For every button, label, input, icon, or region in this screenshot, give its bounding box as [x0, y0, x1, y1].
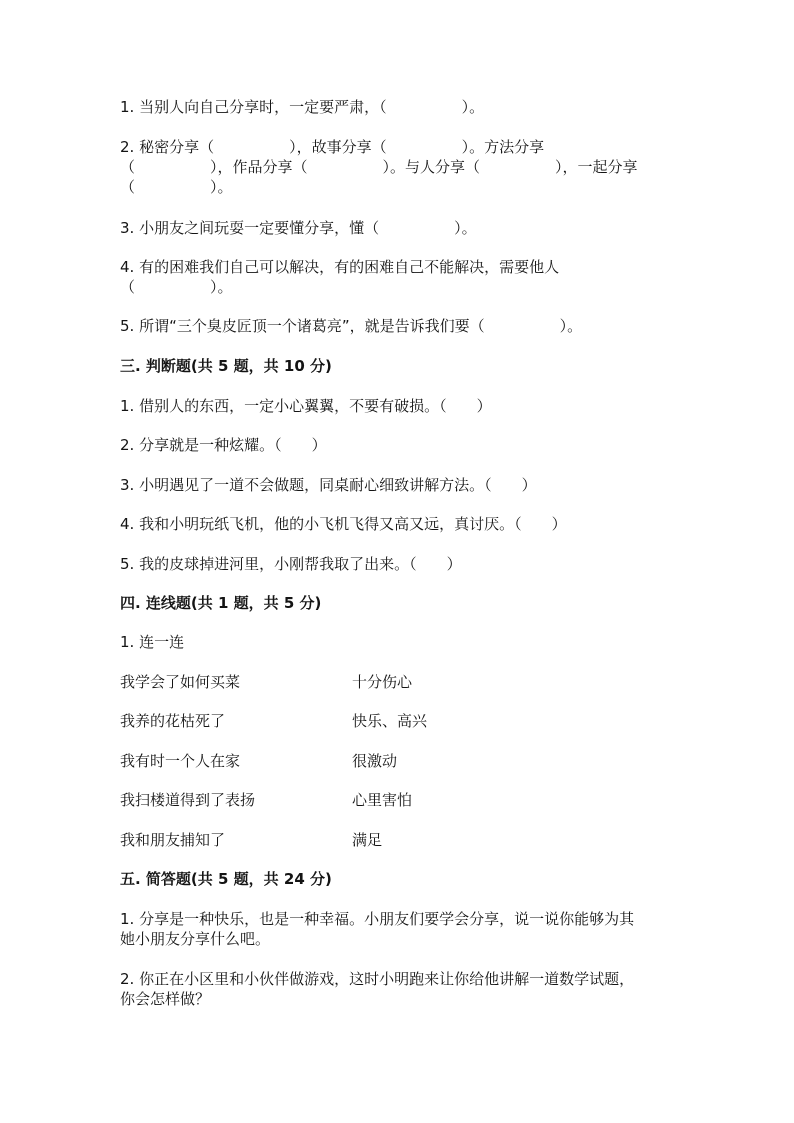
true-false-heading: 三. 判断题(共 5 题，共 10 分) — [120, 357, 332, 375]
sa-q1-line1: 1. 分享是一种快乐，也是一种幸福。小朋友们要学会分享，说一说你能够为其 — [120, 910, 635, 928]
fill-q2-line2: （ ），作品分享（ ）。与人分享（ ），一起分享 — [120, 158, 638, 176]
matching-right-1: 十分伤心 — [352, 673, 413, 691]
fill-q2-line1: 2. 秘密分享（ ），故事分享（ ）。方法分享 — [120, 138, 545, 156]
fill-q1: 1. 当别人向自己分享时，一定要严肃，（ ）。 — [120, 98, 485, 116]
tf-item-3: 3. 小明遇见了一道不会做题，同桌耐心细致讲解方法。（ ） — [120, 476, 537, 494]
matching-left-4: 我扫楼道得到了表扬 — [120, 791, 256, 809]
matching-right-5: 满足 — [352, 831, 383, 849]
matching-question: 1. 连一连 — [120, 633, 185, 651]
fill-q4-line1: 4. 有的困难我们自己可以解决，有的困难自己不能解决，需要他人 — [120, 258, 560, 276]
matching-right-4: 心里害怕 — [352, 791, 413, 809]
short-answer-heading: 五. 简答题(共 5 题，共 24 分) — [120, 870, 332, 888]
matching-left-1: 我学会了如何买菜 — [120, 673, 241, 691]
sa-q1-line2: 她小朋友分享什么吧。 — [120, 930, 271, 948]
matching-heading: 四. 连线题(共 1 题，共 5 分) — [120, 594, 322, 612]
fill-q5: 5. 所谓“三个臭皮匠顶一个诸葛亮”，就是告诉我们要（ ）。 — [120, 317, 583, 335]
matching-right-3: 很激动 — [352, 752, 398, 770]
sa-q2-line1: 2. 你正在小区里和小伙伴做游戏，这时小明跑来让你给他讲解一道数学试题， — [120, 970, 635, 988]
tf-item-2: 2. 分享就是一种炫耀。（ ） — [120, 436, 327, 454]
matching-right-2: 快乐、高兴 — [352, 712, 428, 730]
sa-q2-line2: 你会怎样做？ — [120, 990, 211, 1008]
matching-left-2: 我养的花枯死了 — [120, 712, 226, 730]
tf-item-5: 5. 我的皮球掉进河里，小刚帮我取了出来。（ ） — [120, 555, 462, 573]
tf-item-1: 1. 借别人的东西，一定小心翼翼，不要有破损。（ ） — [120, 397, 492, 415]
fill-q3: 3. 小朋友之间玩耍一定要懂分享，懂（ ）。 — [120, 219, 477, 237]
fill-q4-line2: （ ）。 — [120, 278, 233, 296]
tf-item-4: 4. 我和小明玩纸飞机，他的小飞机飞得又高又远，真讨厌。（ ） — [120, 515, 567, 533]
matching-left-3: 我有时一个人在家 — [120, 752, 241, 770]
matching-left-5: 我和朋友捕知了 — [120, 831, 226, 849]
fill-q2-line3: （ ）。 — [120, 178, 233, 196]
